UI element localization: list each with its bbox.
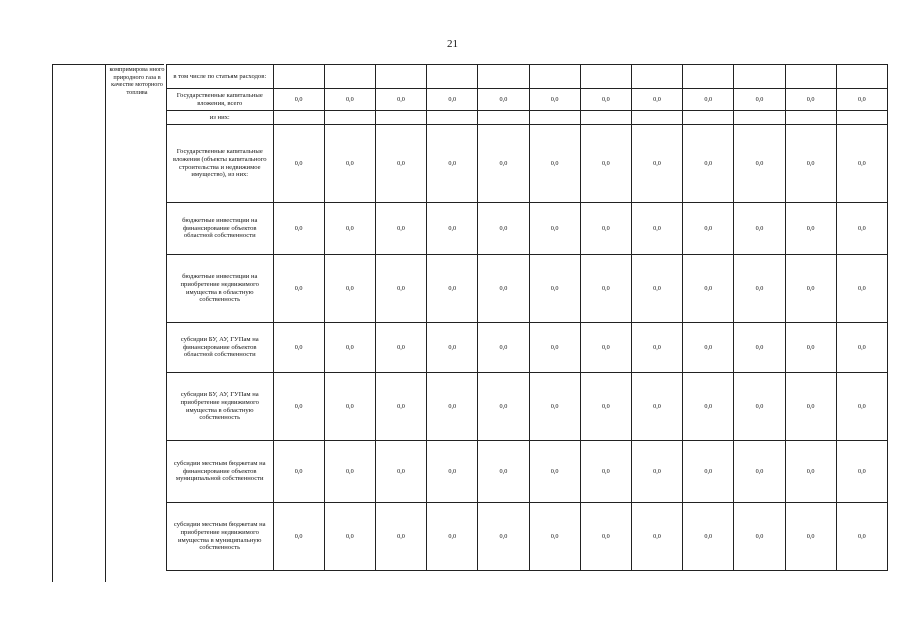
value-cell: 0,0 [683, 323, 734, 373]
value-cell [273, 65, 324, 89]
value-cell: 0,0 [478, 125, 529, 203]
value-cell: 0,0 [683, 203, 734, 255]
value-cell: 0,0 [631, 255, 682, 323]
value-cell: 0,0 [734, 125, 785, 203]
value-cell: 0,0 [273, 125, 324, 203]
page-number: 21 [447, 38, 458, 50]
value-cell: 0,0 [427, 503, 478, 571]
value-cell [734, 65, 785, 89]
value-cell: 0,0 [427, 441, 478, 503]
row-label: субсидии местным бюджетам на приобретение недвижимого имущества в муниципальную собственность [167, 503, 274, 571]
value-cell [683, 111, 734, 125]
value-cell: 0,0 [836, 203, 887, 255]
table-row [167, 441, 888, 503]
value-cell: 0,0 [785, 503, 836, 571]
value-cell: 0,0 [529, 323, 580, 373]
table-row [167, 89, 888, 111]
table-row [167, 323, 888, 373]
row-label: бюджетные инвестиции на финансирование объектов областной собственности [167, 203, 274, 255]
value-cell: 0,0 [631, 503, 682, 571]
value-cell: 0,0 [324, 503, 375, 571]
value-cell: 0,0 [785, 203, 836, 255]
value-cell: 0,0 [478, 203, 529, 255]
table-row [167, 125, 888, 203]
value-cell: 0,0 [478, 373, 529, 441]
table-row [167, 373, 888, 441]
value-cell: 0,0 [734, 441, 785, 503]
value-cell: 0,0 [529, 89, 580, 111]
value-cell: 0,0 [785, 255, 836, 323]
value-cell [375, 65, 426, 89]
value-cell: 0,0 [580, 373, 631, 441]
value-cell [529, 65, 580, 89]
value-cell: 0,0 [631, 373, 682, 441]
value-cell: 0,0 [734, 89, 785, 111]
value-cell: 0,0 [273, 441, 324, 503]
top-frame-line [52, 64, 164, 65]
value-cell: 0,0 [631, 323, 682, 373]
left-column-divider [105, 64, 106, 582]
value-cell [427, 111, 478, 125]
value-cell: 0,0 [836, 323, 887, 373]
value-cell: 0,0 [785, 89, 836, 111]
value-cell: 0,0 [427, 323, 478, 373]
value-cell: 0,0 [683, 125, 734, 203]
value-cell: 0,0 [324, 255, 375, 323]
value-cell: 0,0 [580, 441, 631, 503]
value-cell: 0,0 [529, 125, 580, 203]
value-cell: 0,0 [478, 89, 529, 111]
value-cell [529, 111, 580, 125]
value-cell: 0,0 [836, 255, 887, 323]
value-cell: 0,0 [836, 441, 887, 503]
value-cell: 0,0 [785, 125, 836, 203]
value-cell: 0,0 [375, 373, 426, 441]
value-cell: 0,0 [273, 203, 324, 255]
value-cell: 0,0 [324, 373, 375, 441]
value-cell: 0,0 [273, 89, 324, 111]
value-cell: 0,0 [529, 441, 580, 503]
value-cell [683, 65, 734, 89]
row-label: субсидии местным бюджетам на финансирование объектов муниципальной собственности [167, 441, 274, 503]
left-frame-line [52, 64, 53, 582]
value-cell: 0,0 [529, 203, 580, 255]
value-cell: 0,0 [375, 203, 426, 255]
value-cell: 0,0 [631, 125, 682, 203]
value-cell: 0,0 [580, 323, 631, 373]
value-cell: 0,0 [273, 373, 324, 441]
value-cell: 0,0 [683, 89, 734, 111]
value-cell [734, 111, 785, 125]
value-cell: 0,0 [734, 203, 785, 255]
value-cell: 0,0 [273, 503, 324, 571]
value-cell: 0,0 [375, 441, 426, 503]
row-label: из них: [167, 111, 274, 125]
value-cell: 0,0 [683, 441, 734, 503]
value-cell: 0,0 [324, 203, 375, 255]
table-row [167, 203, 888, 255]
value-cell [631, 65, 682, 89]
value-cell: 0,0 [683, 255, 734, 323]
value-cell: 0,0 [580, 125, 631, 203]
value-cell: 0,0 [785, 323, 836, 373]
value-cell [785, 65, 836, 89]
row-label: в том числе по статьям расходов: [167, 65, 274, 89]
row-label: бюджетные инвестиции на приобретение недвижимого имущества в областную собственность [167, 255, 274, 323]
value-cell: 0,0 [580, 255, 631, 323]
value-cell: 0,0 [631, 89, 682, 111]
value-cell [785, 111, 836, 125]
table-row [167, 255, 888, 323]
value-cell: 0,0 [836, 125, 887, 203]
value-cell: 0,0 [529, 255, 580, 323]
row-label: субсидии БУ, АУ, ГУПам на финансирование объектов областной собственности [167, 323, 274, 373]
value-cell: 0,0 [529, 373, 580, 441]
value-cell: 0,0 [324, 125, 375, 203]
value-cell: 0,0 [375, 503, 426, 571]
value-cell [836, 65, 887, 89]
value-cell: 0,0 [631, 203, 682, 255]
value-cell: 0,0 [580, 503, 631, 571]
value-cell: 0,0 [375, 125, 426, 203]
value-cell [478, 65, 529, 89]
value-cell: 0,0 [427, 255, 478, 323]
value-cell: 0,0 [427, 203, 478, 255]
value-cell [478, 111, 529, 125]
value-cell [375, 111, 426, 125]
value-cell [631, 111, 682, 125]
value-cell: 0,0 [836, 503, 887, 571]
row-label: Государственные капитальные вложения (объекты капитального строительства и недвижимое имущество), из них: [167, 125, 274, 203]
row-label: Государственные капитальные вложения, всего [167, 89, 274, 111]
value-cell: 0,0 [529, 503, 580, 571]
value-cell [324, 65, 375, 89]
table-row [167, 503, 888, 571]
value-cell: 0,0 [580, 203, 631, 255]
value-cell: 0,0 [734, 503, 785, 571]
value-cell: 0,0 [427, 125, 478, 203]
value-cell: 0,0 [427, 373, 478, 441]
value-cell: 0,0 [478, 441, 529, 503]
value-cell [836, 111, 887, 125]
value-cell: 0,0 [478, 255, 529, 323]
value-cell: 0,0 [273, 323, 324, 373]
value-cell [273, 111, 324, 125]
value-cell [427, 65, 478, 89]
value-cell: 0,0 [273, 255, 324, 323]
value-cell: 0,0 [580, 89, 631, 111]
value-cell: 0,0 [427, 89, 478, 111]
value-cell [580, 111, 631, 125]
value-cell: 0,0 [734, 373, 785, 441]
table-row [167, 111, 888, 125]
value-cell: 0,0 [785, 373, 836, 441]
value-cell: 0,0 [478, 503, 529, 571]
value-cell: 0,0 [324, 89, 375, 111]
value-cell [324, 111, 375, 125]
value-cell [580, 65, 631, 89]
value-cell: 0,0 [683, 503, 734, 571]
expenditure-table [166, 64, 888, 571]
value-cell: 0,0 [734, 255, 785, 323]
value-cell: 0,0 [478, 323, 529, 373]
value-cell: 0,0 [375, 89, 426, 111]
value-cell: 0,0 [836, 373, 887, 441]
value-cell: 0,0 [785, 441, 836, 503]
value-cell: 0,0 [683, 373, 734, 441]
value-cell: 0,0 [836, 89, 887, 111]
row-label: субсидии БУ, АУ, ГУПам на приобретение недвижимого имущества в областную собственность [167, 373, 274, 441]
value-cell: 0,0 [324, 323, 375, 373]
value-cell: 0,0 [324, 441, 375, 503]
value-cell: 0,0 [631, 441, 682, 503]
value-cell: 0,0 [375, 255, 426, 323]
program-item-label: компримирова нного природного газа в качестве моторного топлива [109, 66, 165, 96]
value-cell: 0,0 [734, 323, 785, 373]
table-row [167, 65, 888, 89]
value-cell: 0,0 [375, 323, 426, 373]
